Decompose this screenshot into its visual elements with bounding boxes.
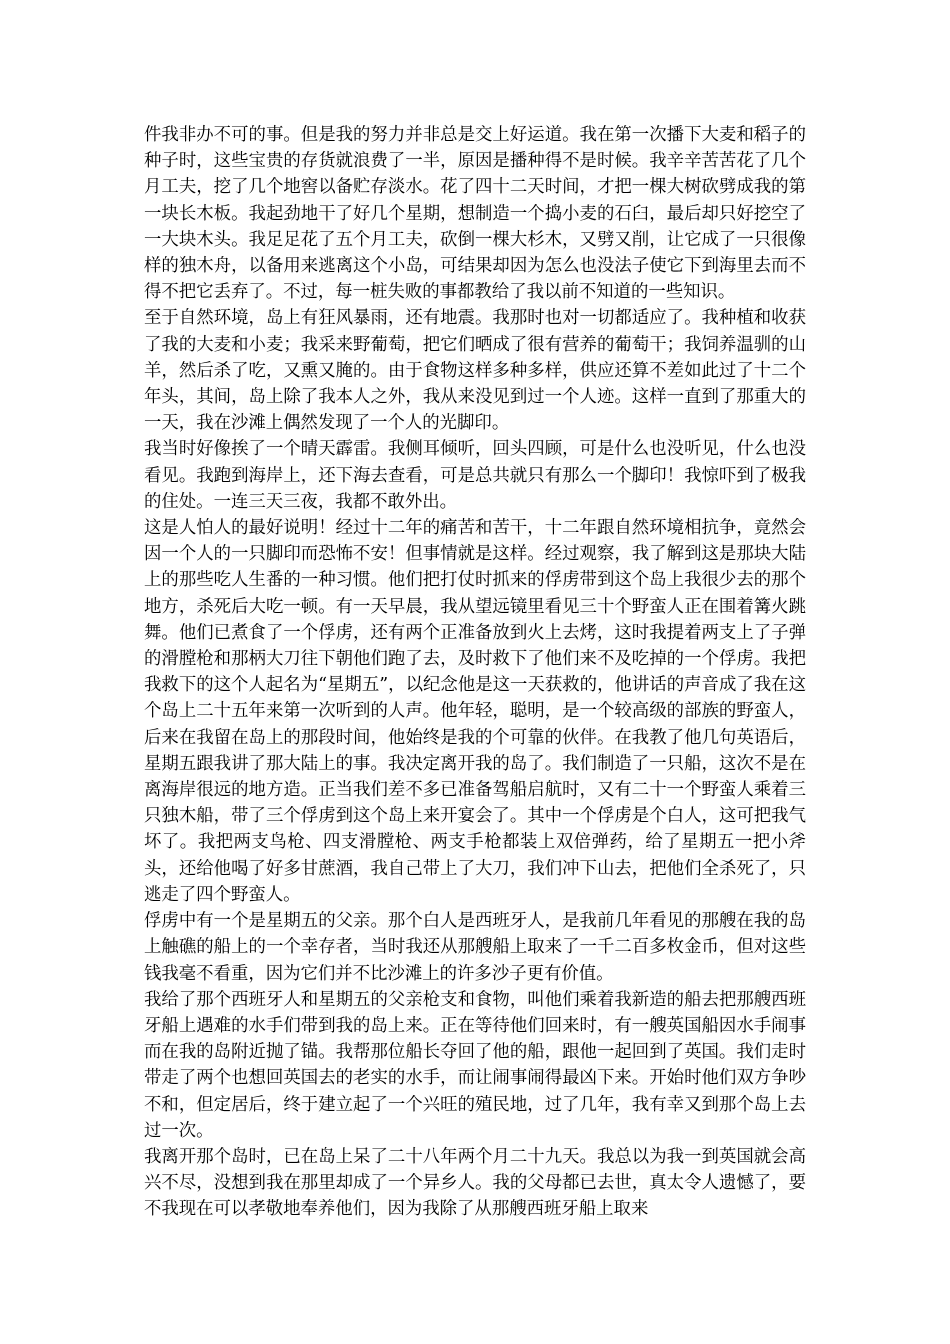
paragraph-6: 我给了那个西班牙人和星期五的父亲枪支和食物，叫他们乘着我新造的船去把那艘西班牙船上遇难的水手们带到我的岛上来。正在等待他们回来时，有一艘英国船因水手闹事而在我的岛附近抛了锚。我帮那位船长夺回了他的船，跟他一起回到了英国。我们走时带走了两个也想回英国去的老实的水手，而让闹事闹得最凶下来。开始时他们双方争吵不和，但定居后，终于建立起了一个兴旺的殖民地，过了几年，我有幸又到那个岛上去过一次。 (144, 989, 806, 1141)
paragraph-2: 至于自然环境，岛上有狂风暴雨，还有地震。我那时也对一切都适应了。我种植和收获了我的大麦和小麦；我采来野葡萄，把它们晒成了很有营养的葡萄干；我饲养温驯的山羊，然后杀了吃，又熏又腌的。由于食物这样多种多样，供应还算不差如此过了十二个年头，其间，岛上除了我本人之外，我从来没见到过一个人迹。这样一直到了那重大的一天，我在沙滩上偶然发现了一个人的光脚印。 (144, 308, 806, 434)
paragraph-7: 我离开那个岛时，已在岛上呆了二十八年两个月二十九天。我总以为我一到英国就会高兴不尽，没想到我在那里却成了一个异乡人。我的父母都已去世，真太令人遗憾了，要不我现在可以孝敬地奉养他们，因为我除了从那艘西班牙船上取来 (144, 1146, 806, 1220)
paragraph-3: 我当时好像挨了一个晴天霹雷。我侧耳倾听，回头四顾，可是什么也没听见，什么也没看见。我跑到海岸上，还下海去查看，可是总共就只有那么一个脚印！我惊吓到了极我的住处。一连三天三夜，我都不敢外出。 (144, 439, 806, 512)
paragraph-5: 俘虏中有一个是星期五的父亲。那个白人是西班牙人，是我前几年看见的那艘在我的岛上触礁的船上的一个幸存者，当时我还从那艘船上取来了一千二百多枚金币，但对这些钱我毫不看重，因为它们并不比沙滩上的许多沙子更有价值。 (144, 911, 806, 984)
document-page (144, 122, 806, 1223)
paragraph-1: 件我非办不可的事。但是我的努力并非总是交上好运道。我在第一次播下大麦和稻子的种子时，这些宝贵的存货就浪费了一半，原因是播种得不是时候。我辛辛苦苦花了几个月工夫，挖了几个地窖以备贮存淡水。花了四十二天时间，才把一棵大树砍劈成我的第一块长木板。我起劲地干了好几个星期，想制造一个捣小麦的石臼，最后却只好挖空了一大块木头。我足足花了五个月工夫，砍倒一棵大杉木，又劈又削，让它成了一只很像样的独木舟，以备用来逃离这个小岛，可结果却因为怎么也没法子使它下到海里去而不得不把它丢弃了。不过，每一桩失败的事都教给了我以前不知道的一些知识。 (144, 125, 806, 303)
paragraph-4: 这是人怕人的最好说明！经过十二年的痛苦和苦干，十二年跟自然环境相抗争，竟然会因一个人的一只脚印而恐怖不安！但事情就是这样。经过观察，我了解到这是那块大陆上的那些吃人生番的一种习惯。他们把打仗时抓来的俘虏带到这个岛上我很少去的那个地方，杀死后大吃一顿。有一天早晨，我从望远镜里看见三十个野蛮人正在围着篝火跳舞。他们已煮食了一个俘虏，还有两个正准备放到火上去烤，这时我提着两支上了子弹的滑膛枪和那柄大刀往下朝他们跑了去，及时救下了他们来不及吃掉的一个俘虏。我把我救下的这个人起名为“星期五”，以纪念他是这一天获救的，他讲话的声音成了我在这个岛上二十五年来第一次听到的人声。他年轻，聪明，是一个较高级的部族的野蛮人，后来在我留在岛上的那段时间，他始终是我的个可靠的伙伴。在我教了他几句英语后，星期五跟我讲了那大陆上的事。我决定离开我的岛了。我们制造了一只船，这次不是在离海岸很远的地方造。正当我们差不多已准备驾船启航时，又有二十一个野蛮人乘着三只独木船，带了三个俘虏到这个岛上来开宴会了。其中一个俘虏是个白人，这可把我气坏了。我把两支鸟枪、四支滑膛枪、两支手枪都装上双倍弹药，给了星期五一把小斧头，还给他喝了好多甘蔗酒，我自己带上了大刀，我们冲下山去，把他们全杀死了，只逃走了四个野蛮人。 (144, 518, 806, 905)
